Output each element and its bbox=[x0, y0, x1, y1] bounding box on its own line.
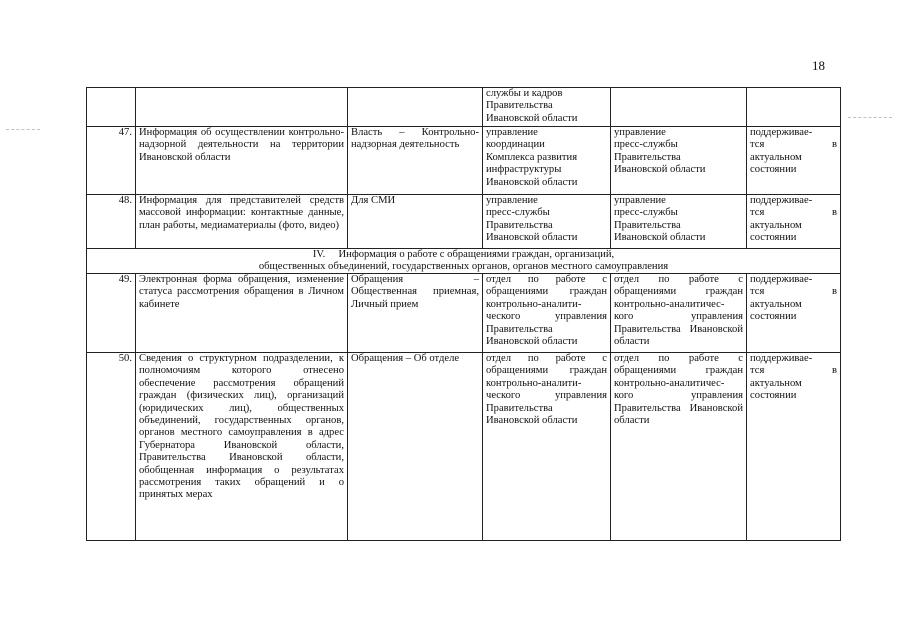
info-cell: Информация об осуществлении контрольно-надзорной деятельности на территории Ивановской области bbox=[136, 127, 348, 195]
row-number: 47. bbox=[87, 127, 136, 195]
table-row bbox=[87, 127, 841, 195]
publisher-cell: управление пресс-службы Правительства Ивановской области bbox=[611, 127, 747, 195]
publisher-cell: отдел по работе с обращениями граждан контрольно-аналитичес-кого управления Правительства Ивановской области bbox=[611, 274, 747, 353]
info-cell: Информация для представителей средств массовой информации: контактные данные, план работы, медиаматериалы (фото, видео) bbox=[136, 195, 348, 249]
category-cell: Для СМИ bbox=[348, 195, 483, 249]
section-header-row bbox=[87, 249, 841, 274]
info-cell bbox=[136, 88, 348, 127]
responsible-cell: управление пресс-службы Правительства Ивановской области bbox=[483, 195, 611, 249]
category-cell: Власть – Контрольно-надзорная деятельность bbox=[348, 127, 483, 195]
publisher-cell: отдел по работе с обращениями граждан контрольно-аналитичес-кого управления Правительства Ивановской области bbox=[611, 353, 747, 541]
table-row bbox=[87, 88, 841, 127]
category-cell bbox=[348, 88, 483, 127]
scan-artifact bbox=[848, 117, 892, 119]
responsible-cell: управление координации Комплекса развития инфраструктуры Ивановской области bbox=[483, 127, 611, 195]
row-number: 50. bbox=[87, 353, 136, 541]
responsible-cell: службы и кадров Правительства Ивановской области bbox=[483, 88, 611, 127]
section-heading: IV. Информация о работе с обращениями граждан, организаций, общественных объединений, государственных органов, органов местного самоуправления bbox=[87, 249, 841, 274]
responsible-cell: отдел по работе с обращениями граждан контрольно-аналити-ческого управления Правительства Ивановской области bbox=[483, 274, 611, 353]
page-number: 18 bbox=[812, 58, 825, 73]
status-cell: поддерживае- тся в актуальном состоянии bbox=[747, 195, 841, 249]
status-cell bbox=[747, 88, 841, 127]
responsible-cell: отдел по работе с обращениями граждан контрольно-аналити-ческого управления Правительства Ивановской области bbox=[483, 353, 611, 541]
category-cell: Обращения – Общественная приемная, Личный прием bbox=[348, 274, 483, 353]
row-number: 49. bbox=[87, 274, 136, 353]
info-cell: Сведения о структурном подразделении, к полномочиям которого отнесено обеспечение рассмотрения обращений граждан (физических лиц), организаций (юридических лиц), общественных объединений, государственных органов, органов местного самоуправления в адрес Губернатора Ивановской области, Правительства Ивановской области, обобщенная информация о результатах рассмотрения таких обращений и о принятых мерах bbox=[136, 353, 348, 541]
table-row bbox=[87, 274, 841, 353]
scan-artifact bbox=[6, 129, 40, 131]
status-cell: поддерживае- тся в актуальном состоянии bbox=[747, 127, 841, 195]
num-cell bbox=[87, 88, 136, 127]
status-cell: поддерживае- тся в актуальном состоянии bbox=[747, 353, 841, 541]
table-row bbox=[87, 195, 841, 249]
info-cell: Электронная форма обращения, изменение статуса рассмотрения обращения в Личном кабинете bbox=[136, 274, 348, 353]
row-number: 48. bbox=[87, 195, 136, 249]
table-row bbox=[87, 353, 841, 541]
status-cell: поддерживае- тся в актуальном состоянии bbox=[747, 274, 841, 353]
information-table bbox=[86, 87, 841, 541]
publisher-cell bbox=[611, 88, 747, 127]
category-cell: Обращения – Об отделе bbox=[348, 353, 483, 541]
publisher-cell: управление пресс-службы Правительства Ивановской области bbox=[611, 195, 747, 249]
